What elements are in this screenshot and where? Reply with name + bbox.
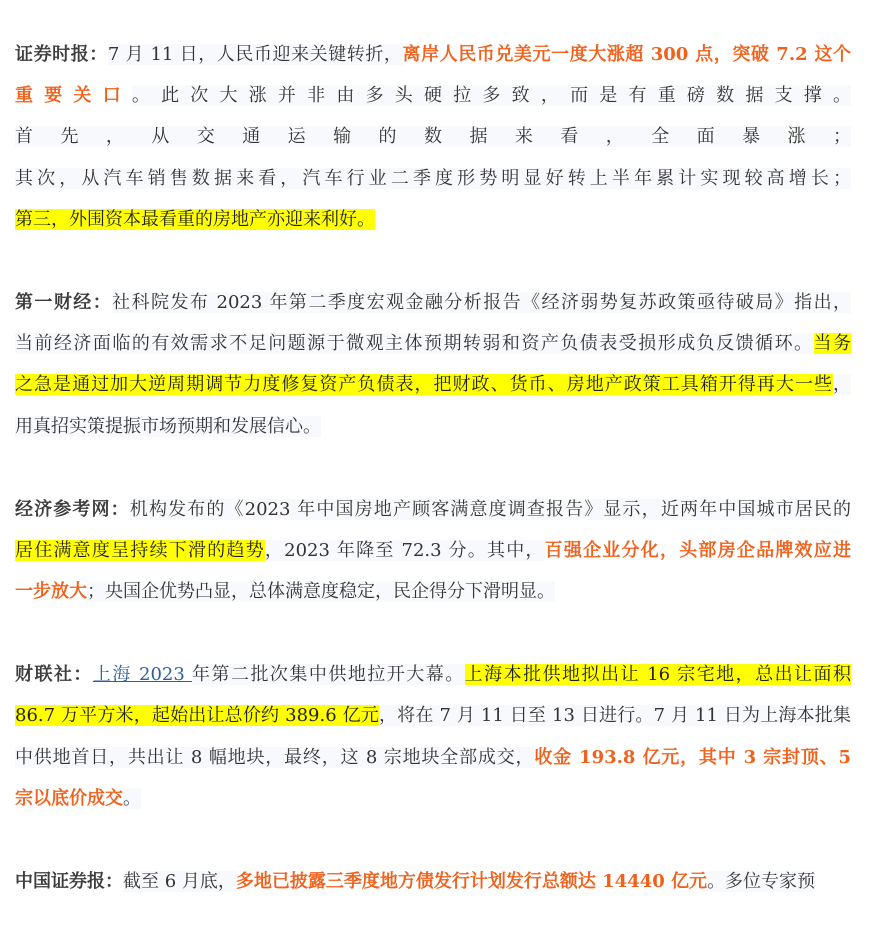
- body-text: 7 月 11 日，人民币迎来关键转折，: [107, 44, 403, 65]
- source-link[interactable]: 上海 2023: [92, 664, 193, 686]
- body-text: 其次，从汽车销售数据来看，汽车行业二季度形势明显好转上半年累计实现较高增长；: [15, 167, 851, 189]
- text-line: [15, 737, 851, 778]
- text-line: [15, 323, 851, 364]
- text-line: [15, 116, 851, 157]
- text-line: [15, 861, 851, 902]
- highlighted-text: 86.7 万平方米，起始出让总价约 389.6 亿元: [15, 705, 379, 727]
- text-line: [15, 406, 851, 447]
- emphasis-text: 一步放大: [15, 581, 87, 603]
- emphasis-text: 百强企业分化，头部房企品牌效应进: [544, 539, 851, 561]
- text-line: [15, 158, 851, 199]
- source-label: 财联社：: [15, 664, 93, 686]
- body-text: 截至 6 月底，: [123, 871, 236, 892]
- text-line: [15, 282, 851, 323]
- text-line: [15, 364, 851, 405]
- highlighted-text: 之急是通过加大逆周期调节力度修复资产负债表，把财政、货币、房地产政策工具箱开得再大一些: [15, 374, 833, 396]
- source-label: 第一财经：: [15, 291, 113, 313]
- body-text: ，将在 7 月 11 日至 13 日进行。7 月 11 日为上海本批集: [378, 705, 851, 727]
- source-label: 证券时报：: [15, 44, 108, 65]
- body-text: 。此次大涨并非由多头硬拉多致，而是有重磅数据支撑。: [131, 85, 851, 107]
- body-text: ；央国企优势凸显，总体满意度稳定，民企得分下滑明显。: [87, 581, 555, 603]
- body-text: 。: [123, 787, 141, 809]
- article-body: [15, 34, 851, 944]
- body-text: 近两年中国城市居民的: [660, 498, 852, 520]
- news-paragraph: [15, 282, 851, 447]
- highlighted-text: 上海本批供地拟出让 16 宗宅地，总出让面积: [464, 664, 851, 686]
- text-line: [15, 489, 851, 530]
- highlighted-text: 第三，外围资本最看重的房地产亦迎来利好。: [15, 208, 375, 230]
- text-line: [15, 654, 851, 695]
- body-text: 用真招实策提振市场预期和发展信心。: [15, 415, 321, 437]
- emphasis-text: 宗以底价成交: [15, 787, 123, 809]
- body-text: 年第二批次集中供地拉开大幕。: [192, 664, 465, 686]
- body-text: 中供地首日，共出让 8 幅地块，最终，这 8 宗地块全部成交，: [15, 746, 535, 768]
- news-paragraph: [15, 861, 851, 902]
- highlighted-text: 居住满意度呈持续下滑的趋势: [15, 539, 265, 561]
- body-text: 当前经济面临的有效需求不足问题源于微观主体预期转弱和资产负债表受损形成负反馈循环。: [15, 333, 814, 355]
- news-paragraph: [15, 654, 851, 819]
- source-label: 中国证券报：: [15, 871, 123, 892]
- body-text: 社科院发布 2023 年第二季度宏观金融分析报告《经济弱势复苏政策亟待破局》指出，: [112, 291, 852, 313]
- highlighted-text: 当务: [813, 333, 852, 355]
- news-paragraph: [15, 489, 851, 613]
- body-text: ，2023 年降至 72.3 分。其中，: [264, 539, 545, 561]
- emphasis-text: 离岸人民币兑美元一度大涨超 300 点，突破 7.2 这个: [402, 44, 852, 65]
- body-text: 机构发布的《2023 年中国房地产顾客满意度调查报告》显示，: [129, 498, 661, 520]
- source-label: 经济参考网：: [15, 498, 130, 520]
- text-line: [15, 75, 851, 116]
- text-line: [15, 530, 851, 571]
- text-line: [15, 778, 851, 819]
- emphasis-text: 重要关口: [15, 85, 132, 107]
- body-text: 。多位专家预: [707, 871, 816, 892]
- text-line: [15, 695, 851, 736]
- emphasis-text: 多地已披露三季度地方债发行计划发行总额达 14440 亿元: [235, 871, 708, 892]
- emphasis-text: 收金 193.8 亿元，其中 3 宗封顶、5: [534, 746, 851, 768]
- body-text: ，: [833, 374, 851, 396]
- body-text: 首先，从交通运输的数据来看，全面暴涨；: [15, 126, 851, 148]
- text-line: [15, 199, 851, 240]
- text-line: [15, 34, 851, 75]
- text-line: [15, 571, 851, 612]
- news-paragraph: [15, 34, 851, 240]
